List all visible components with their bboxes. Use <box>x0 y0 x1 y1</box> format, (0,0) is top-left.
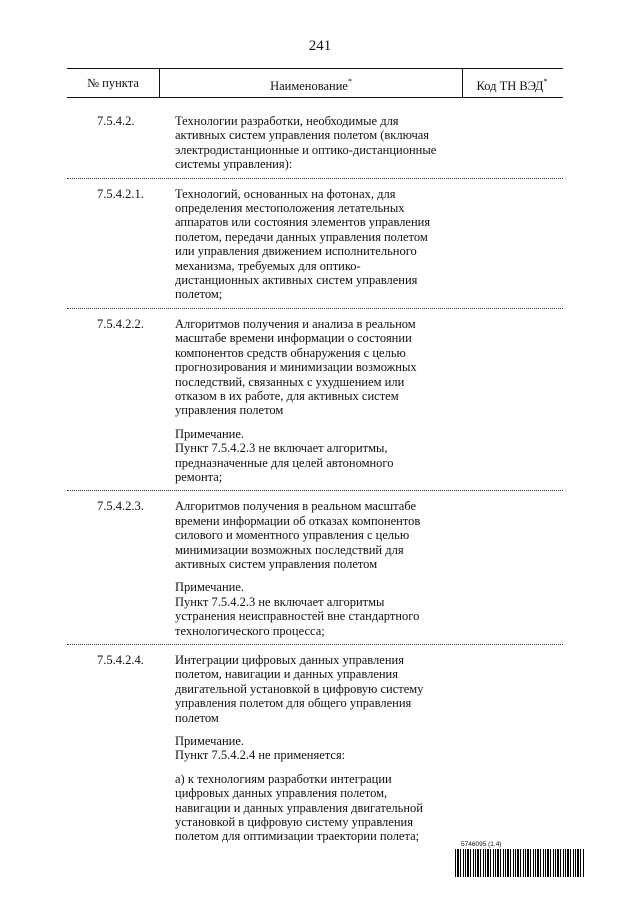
header-name: Наименование* <box>159 69 463 97</box>
header-code-footnote-mark: * <box>543 77 548 86</box>
row-number: 7.5.4.2.4. <box>97 653 144 667</box>
row-description <box>175 317 437 484</box>
row-text: Алгоритмов получения и анализа в реальном масштабе времени информации о состоянии компонентов средств обнаружения с целью прогнозирования и минимизации возможных последствий, связанных с ухудшением или отказом в их работе, для активных систем управления полетом <box>175 316 417 418</box>
row-note: а) к технологиям разработки интеграции цифровых данных управления полетом, навигации и данных управления двигательной установкой в цифровую систему управления полетом для оптимизации траектории полета; <box>175 771 423 844</box>
row-number: 7.5.4.2.1. <box>97 186 144 201</box>
table-row <box>67 96 563 179</box>
row-text: Алгоритмов получения в реальном масштабе времени информации об отказах компонентов силового и моментного управления с целью минимизации возможных последствий для активных систем управления полетом <box>175 499 421 571</box>
row-text: Интеграции цифровых данных управления полетом, навигации и данных управления двигательной установкой в цифровую систему управления полетом для общего управления полетом <box>175 653 424 725</box>
row-description <box>175 114 437 172</box>
header-number: № пункта <box>87 76 139 90</box>
table-row <box>67 645 563 850</box>
row-number: 7.5.4.2.3. <box>97 499 144 514</box>
header-code: Код ТН ВЭД* <box>476 77 548 94</box>
header-name-footnote-mark: * <box>347 77 352 86</box>
page-number: 241 <box>308 38 332 54</box>
row-description <box>175 653 437 844</box>
row-text: Технологий, основанных на фотонах, для определения местоположения летательных аппаратов или состояния элементов управления полетом, передачи данных управления полетом или управления движением исполнительного механизма, требуемых для оптико-дистанционных активных систем управления полетом; <box>175 186 431 302</box>
row-note: Примечание. Пункт 7.5.4.2.4 не применяется: <box>175 734 346 763</box>
row-number: 7.5.4.2.2. <box>97 316 144 331</box>
table-row <box>67 309 563 491</box>
row-description <box>175 187 437 302</box>
barcode-area <box>455 841 585 877</box>
row-text: Технологии разработки, необходимые для активных систем управления полетом (включая электродистанционные и оптико-дистанционные системы управления): <box>175 114 437 172</box>
table-row <box>67 179 563 309</box>
table-body <box>67 96 563 850</box>
row-note: Примечание. Пункт 7.5.4.2.3 не включает алгоритмы, предназначенные для целей автономного ремонта; <box>175 426 394 484</box>
table-header <box>67 68 563 98</box>
row-description <box>175 499 437 638</box>
barcode-text: 5746095 (1.4) <box>461 841 502 848</box>
row-note: Примечание. Пункт 7.5.4.2.3 не включает алгоритмы устранения неисправностей вне стандартного технологического процесса; <box>175 580 420 638</box>
barcode-image <box>455 849 585 877</box>
row-number: 7.5.4.2. <box>97 114 135 128</box>
table-row <box>67 491 563 645</box>
